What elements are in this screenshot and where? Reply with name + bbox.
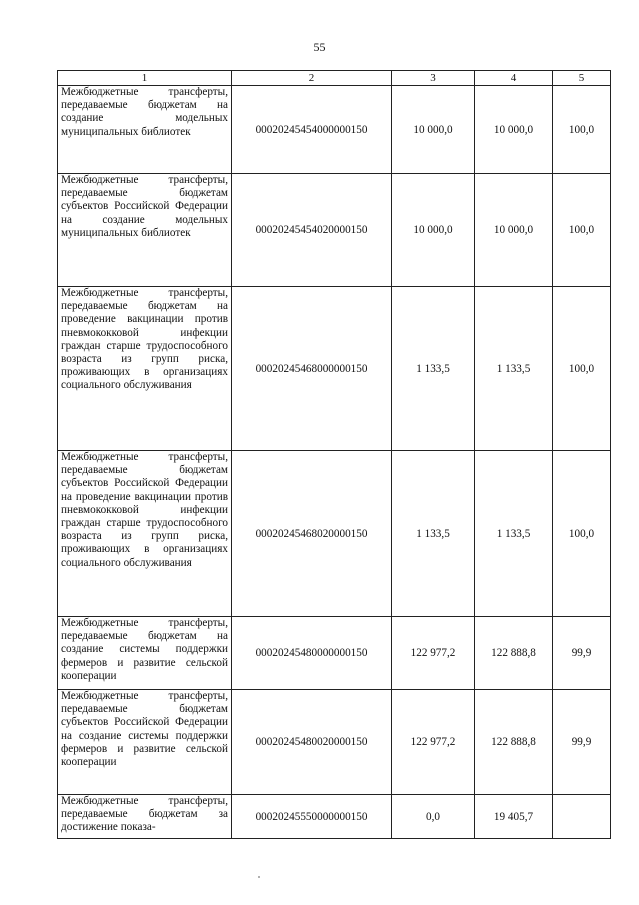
row-name: Межбюджетные трансферты, передаваемые бюджетам на проведение вакцинации против пневмококковой инфекции граждан старше трудоспособного возраста из групп риска, проживающих в организациях социального обслуживания xyxy=(58,287,232,451)
table-row xyxy=(58,287,611,451)
row-planned: 0,0 xyxy=(392,795,475,839)
row-planned: 1 133,5 xyxy=(392,287,475,451)
row-code: 00020245454020000150 xyxy=(232,174,392,287)
row-percent: 100,0 xyxy=(553,174,611,287)
row-name: Межбюджетные трансферты, передаваемые бюджетам на создание модельных муниципальных библиотек xyxy=(58,86,232,174)
row-code: 00020245468000000150 xyxy=(232,287,392,451)
column-header-code: 2 xyxy=(232,71,392,86)
table-header-row xyxy=(58,71,611,86)
row-planned: 122 977,2 xyxy=(392,690,475,795)
row-executed: 10 000,0 xyxy=(475,86,553,174)
row-code: 00020245480000000150 xyxy=(232,617,392,690)
table-row xyxy=(58,86,611,174)
row-planned: 1 133,5 xyxy=(392,451,475,617)
row-name: Межбюджетные трансферты, передаваемые бюджетам за достижение показа- xyxy=(58,795,232,839)
row-executed: 1 133,5 xyxy=(475,287,553,451)
table-row xyxy=(58,795,611,839)
column-header-percent: 5 xyxy=(553,71,611,86)
row-percent: 99,9 xyxy=(553,690,611,795)
budget-transfers-table xyxy=(57,70,611,839)
row-code: 00020245468020000150 xyxy=(232,451,392,617)
row-code: 00020245480020000150 xyxy=(232,690,392,795)
table-row xyxy=(58,617,611,690)
row-code: 00020245550000000150 xyxy=(232,795,392,839)
row-percent: 100,0 xyxy=(553,86,611,174)
row-percent: 100,0 xyxy=(553,287,611,451)
row-planned: 10 000,0 xyxy=(392,174,475,287)
row-name: Межбюджетные трансферты, передаваемые бюджетам субъектов Российской Федерации на проведение вакцинации против пневмококковой инфекции граждан старше трудоспособного возраста из групп риска, проживающих в организациях социального обслуживания xyxy=(58,451,232,617)
row-planned: 10 000,0 xyxy=(392,86,475,174)
column-header-executed: 4 xyxy=(475,71,553,86)
table-row xyxy=(58,690,611,795)
row-name: Межбюджетные трансферты, передаваемые бюджетам субъектов Российской Федерации на создание системы поддержки фермеров и развитие сельской кооперации xyxy=(58,690,232,795)
row-executed: 1 133,5 xyxy=(475,451,553,617)
row-planned: 122 977,2 xyxy=(392,617,475,690)
column-header-planned: 3 xyxy=(392,71,475,86)
table-row xyxy=(58,174,611,287)
row-percent: 100,0 xyxy=(553,451,611,617)
row-name: Межбюджетные трансферты, передаваемые бюджетам субъектов Российской Федерации на создание модельных муниципальных библиотек xyxy=(58,174,232,287)
row-executed: 10 000,0 xyxy=(475,174,553,287)
row-name: Межбюджетные трансферты, передаваемые бюджетам на создание системы поддержки фермеров и развитие сельской кооперации xyxy=(58,617,232,690)
row-percent xyxy=(553,795,611,839)
row-executed: 122 888,8 xyxy=(475,690,553,795)
page-number: 55 xyxy=(313,40,326,54)
row-executed: 19 405,7 xyxy=(475,795,553,839)
scan-speck xyxy=(258,876,260,878)
table-row xyxy=(58,451,611,617)
row-executed: 122 888,8 xyxy=(475,617,553,690)
row-percent: 99,9 xyxy=(553,617,611,690)
column-header-name: 1 xyxy=(58,71,232,86)
row-code: 00020245454000000150 xyxy=(232,86,392,174)
